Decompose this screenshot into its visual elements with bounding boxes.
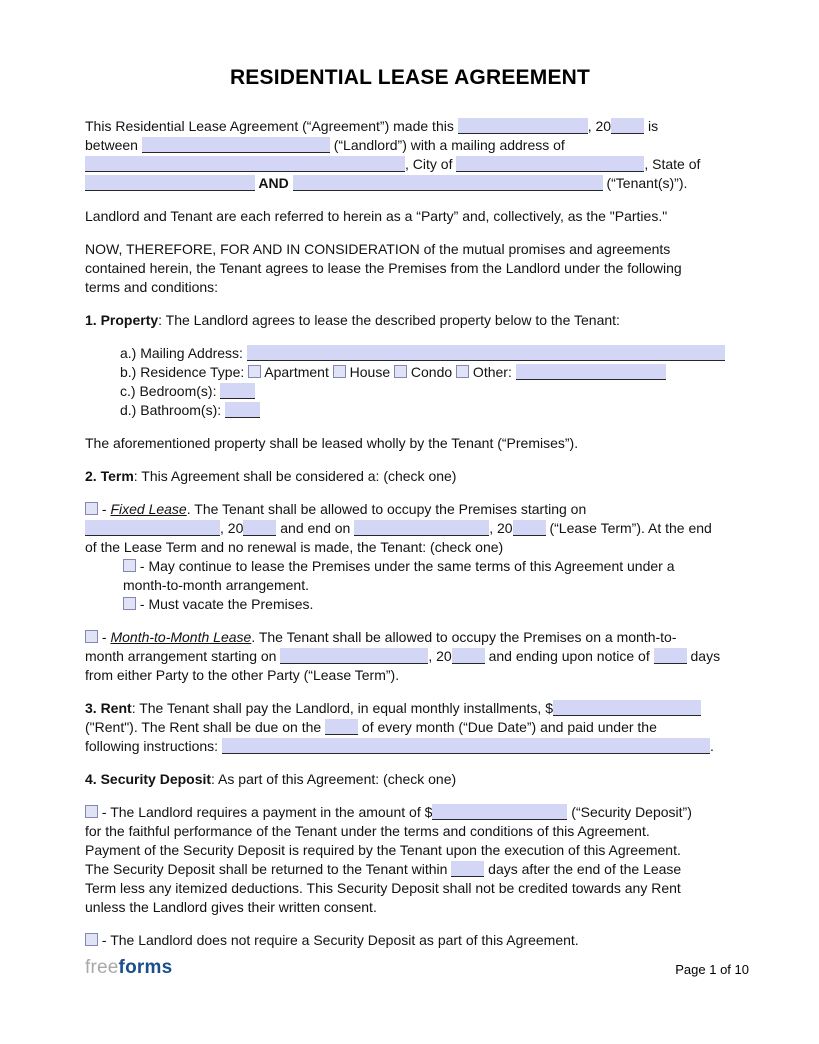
checkbox[interactable] <box>123 559 136 572</box>
text-line <box>85 240 735 259</box>
blank-field[interactable] <box>325 719 358 735</box>
text-run: c.) Bedroom(s): <box>120 383 221 399</box>
checkbox[interactable] <box>248 365 261 378</box>
text-line <box>85 207 735 226</box>
text-run: a.) Mailing Address: <box>120 345 247 361</box>
text-run: between <box>85 137 142 153</box>
text-run: AND <box>255 175 293 191</box>
text-run: - May continue to lease the Premises under the same terms of this Agreement under a <box>136 558 675 574</box>
text-line <box>85 737 735 756</box>
text-line <box>85 770 735 789</box>
blank-field[interactable] <box>293 175 603 191</box>
page-number: Page 1 of 10 <box>675 962 749 977</box>
text-run: (“Security Deposit”) <box>567 804 692 820</box>
text-run: d.) Bathroom(s): <box>120 402 226 418</box>
text-run: - <box>98 629 111 645</box>
blank-field[interactable] <box>247 345 725 361</box>
text-run: - The Landlord does not require a Security Deposit as part of this Agreement. <box>98 932 579 948</box>
blank-field[interactable] <box>220 383 255 399</box>
security-deposit-not-required-option <box>85 931 735 950</box>
text-run: , State of <box>644 156 701 172</box>
text-run: House <box>345 364 394 380</box>
section-3-rent <box>85 699 735 756</box>
text-run: - The Landlord requires a payment in the amount of $ <box>98 804 433 820</box>
text-run: 4. Security Deposit <box>85 771 212 787</box>
text-run: , 20 <box>428 648 452 664</box>
text-run: Month-to-Month Lease <box>110 629 252 645</box>
blank-field[interactable] <box>85 520 220 536</box>
checkbox[interactable] <box>85 933 98 946</box>
text-run: month-to-month arrangement. <box>123 577 309 593</box>
text-line <box>85 595 735 614</box>
blank-field[interactable] <box>280 648 428 664</box>
text-line <box>85 666 735 685</box>
text-line <box>85 576 735 595</box>
text-run: , 20 <box>489 520 513 536</box>
checkbox[interactable] <box>333 365 346 378</box>
text-run: Other: <box>469 364 516 380</box>
text-run: (“Landlord”) with a mailing address of <box>329 137 565 153</box>
blank-field[interactable] <box>354 520 489 536</box>
text-run: contained herein, the Tenant agrees to lease the Premises from the Landlord under the following <box>85 260 682 276</box>
text-line <box>85 879 735 898</box>
text-run: 1. Property <box>85 312 159 328</box>
text-line <box>85 538 735 557</box>
text-run: month arrangement starting on <box>85 648 281 664</box>
text-run: Apartment <box>261 364 333 380</box>
text-run: of the Lease Term and no renewal is made, the Tenant: (check one) <box>85 539 504 555</box>
blank-field[interactable] <box>553 700 701 716</box>
text-line <box>85 467 735 486</box>
text-line <box>85 382 735 401</box>
text-run: : This Agreement shall be considered a: (check one) <box>133 468 457 484</box>
freeforms-logo <box>85 957 172 979</box>
text-run: for the faithful performance of the Tenant under the terms and conditions of this Agreement. <box>85 823 650 839</box>
text-line <box>85 174 735 193</box>
blank-field[interactable] <box>456 156 644 172</box>
month-to-month-option <box>85 628 735 685</box>
premises-clause <box>85 434 735 453</box>
text-run: ("Rent"). The Rent shall be due on the <box>85 719 326 735</box>
text-run: The Security Deposit shall be returned to the Tenant within <box>85 861 452 877</box>
text-run: from either Party to the other Party (“Lease Term”). <box>85 667 400 683</box>
logo-text-free: free <box>85 957 119 978</box>
text-line <box>85 311 735 330</box>
text-run: terms and conditions: <box>85 279 219 295</box>
text-line <box>85 699 735 718</box>
text-run: days <box>686 648 721 664</box>
text-line <box>85 155 735 174</box>
text-run: is <box>644 118 659 134</box>
text-run: , 20 <box>220 520 244 536</box>
text-run: 3. Rent <box>85 700 132 716</box>
section-1-property <box>85 311 735 330</box>
text-run: : The Tenant shall pay the Landlord, in equal monthly installments, $ <box>131 700 553 716</box>
text-line <box>85 803 735 822</box>
text-run: Condo <box>407 364 457 380</box>
blank-field[interactable] <box>85 156 405 172</box>
blank-field[interactable] <box>513 520 546 536</box>
text-run: and end on <box>276 520 355 536</box>
text-line <box>85 136 735 155</box>
parties-clause <box>85 207 735 226</box>
blank-field[interactable] <box>516 364 666 380</box>
text-run: - <box>98 501 111 517</box>
text-line <box>85 860 735 879</box>
text-line <box>85 117 735 136</box>
page-footer <box>85 957 749 979</box>
text-run: , 20 <box>587 118 612 134</box>
text-run: NOW, THEREFORE, FOR AND IN CONSIDERATION of the mutual promises and agreements <box>85 241 671 257</box>
checkbox[interactable] <box>456 365 469 378</box>
logo-text-forms: forms <box>118 957 173 978</box>
fixed-lease-option <box>85 500 735 614</box>
document-title: RESIDENTIAL LEASE AGREEMENT <box>229 66 591 89</box>
blank-field[interactable] <box>142 137 330 153</box>
text-run: unless the Landlord gives their written consent. <box>85 899 377 915</box>
text-line <box>85 259 735 278</box>
text-run: . <box>709 738 714 754</box>
text-line <box>85 278 735 297</box>
text-run: following instructions: <box>85 738 222 754</box>
blank-field[interactable] <box>432 804 567 820</box>
text-line <box>85 363 735 382</box>
text-run: Landlord and Tenant are each referred to herein as a “Party” and, collectively, as the "Parties." <box>85 208 668 224</box>
text-run: Payment of the Security Deposit is required by the Tenant upon the execution of this Agreement. <box>85 842 681 858</box>
text-run: The aforementioned property shall be leased wholly by the Tenant (“Premises”). <box>85 435 579 451</box>
blank-field[interactable] <box>225 402 260 418</box>
text-run: of every month (“Due Date”) and paid under the <box>358 719 657 735</box>
text-line <box>85 519 735 538</box>
intro-clause <box>85 117 735 193</box>
text-line <box>85 434 735 453</box>
text-run: and ending upon notice of <box>484 648 654 664</box>
text-run: - Must vacate the Premises. <box>136 596 314 612</box>
text-line <box>85 718 735 737</box>
checkbox[interactable] <box>394 365 407 378</box>
text-line <box>85 557 735 576</box>
text-line <box>85 401 735 420</box>
text-run: . The Tenant shall be allowed to occupy the Premises starting on <box>186 501 587 517</box>
blank-field[interactable] <box>611 118 644 134</box>
blank-field[interactable] <box>452 648 485 664</box>
text-run: 2. Term <box>85 468 134 484</box>
blank-field[interactable] <box>243 520 276 536</box>
text-run: , City of <box>405 156 457 172</box>
property-details-list <box>85 344 735 420</box>
text-run: : As part of this Agreement: (check one) <box>211 771 457 787</box>
section-4-security-deposit <box>85 770 735 789</box>
text-run: Term less any itemized deductions. This Security Deposit shall not be credited towards any Rent <box>85 880 681 896</box>
section-2-term <box>85 467 735 486</box>
text-run: . The Tenant shall be allowed to occupy the Premises on a month-to- <box>251 629 677 645</box>
checkbox[interactable] <box>85 502 98 515</box>
consideration-clause <box>85 240 735 297</box>
text-line <box>85 822 735 841</box>
text-line <box>85 898 735 917</box>
text-line <box>85 628 735 647</box>
text-run: This Residential Lease Agreement (“Agreement”) made this <box>85 118 458 134</box>
security-deposit-required-option <box>85 803 735 917</box>
text-run: days after the end of the Lease <box>484 861 682 877</box>
checkbox[interactable] <box>85 805 98 818</box>
blank-field[interactable] <box>85 175 255 191</box>
text-line <box>85 647 735 666</box>
text-run: (“Tenant(s)”). <box>602 175 688 191</box>
text-run: (“Lease Term”). At the end <box>545 520 712 536</box>
text-line <box>85 841 735 860</box>
text-line <box>85 344 735 363</box>
blank-field[interactable] <box>451 861 484 877</box>
checkbox[interactable] <box>123 597 136 610</box>
text-run: b.) Residence Type: <box>120 364 249 380</box>
blank-field[interactable] <box>458 118 588 134</box>
blank-field[interactable] <box>654 648 687 664</box>
text-run: : The Landlord agrees to lease the described property below to the Tenant: <box>158 312 620 328</box>
checkbox[interactable] <box>85 630 98 643</box>
text-line <box>85 500 735 519</box>
text-run: Fixed Lease <box>110 501 187 517</box>
text-line <box>85 931 735 950</box>
blank-field[interactable] <box>222 738 710 754</box>
document-body <box>85 117 735 950</box>
